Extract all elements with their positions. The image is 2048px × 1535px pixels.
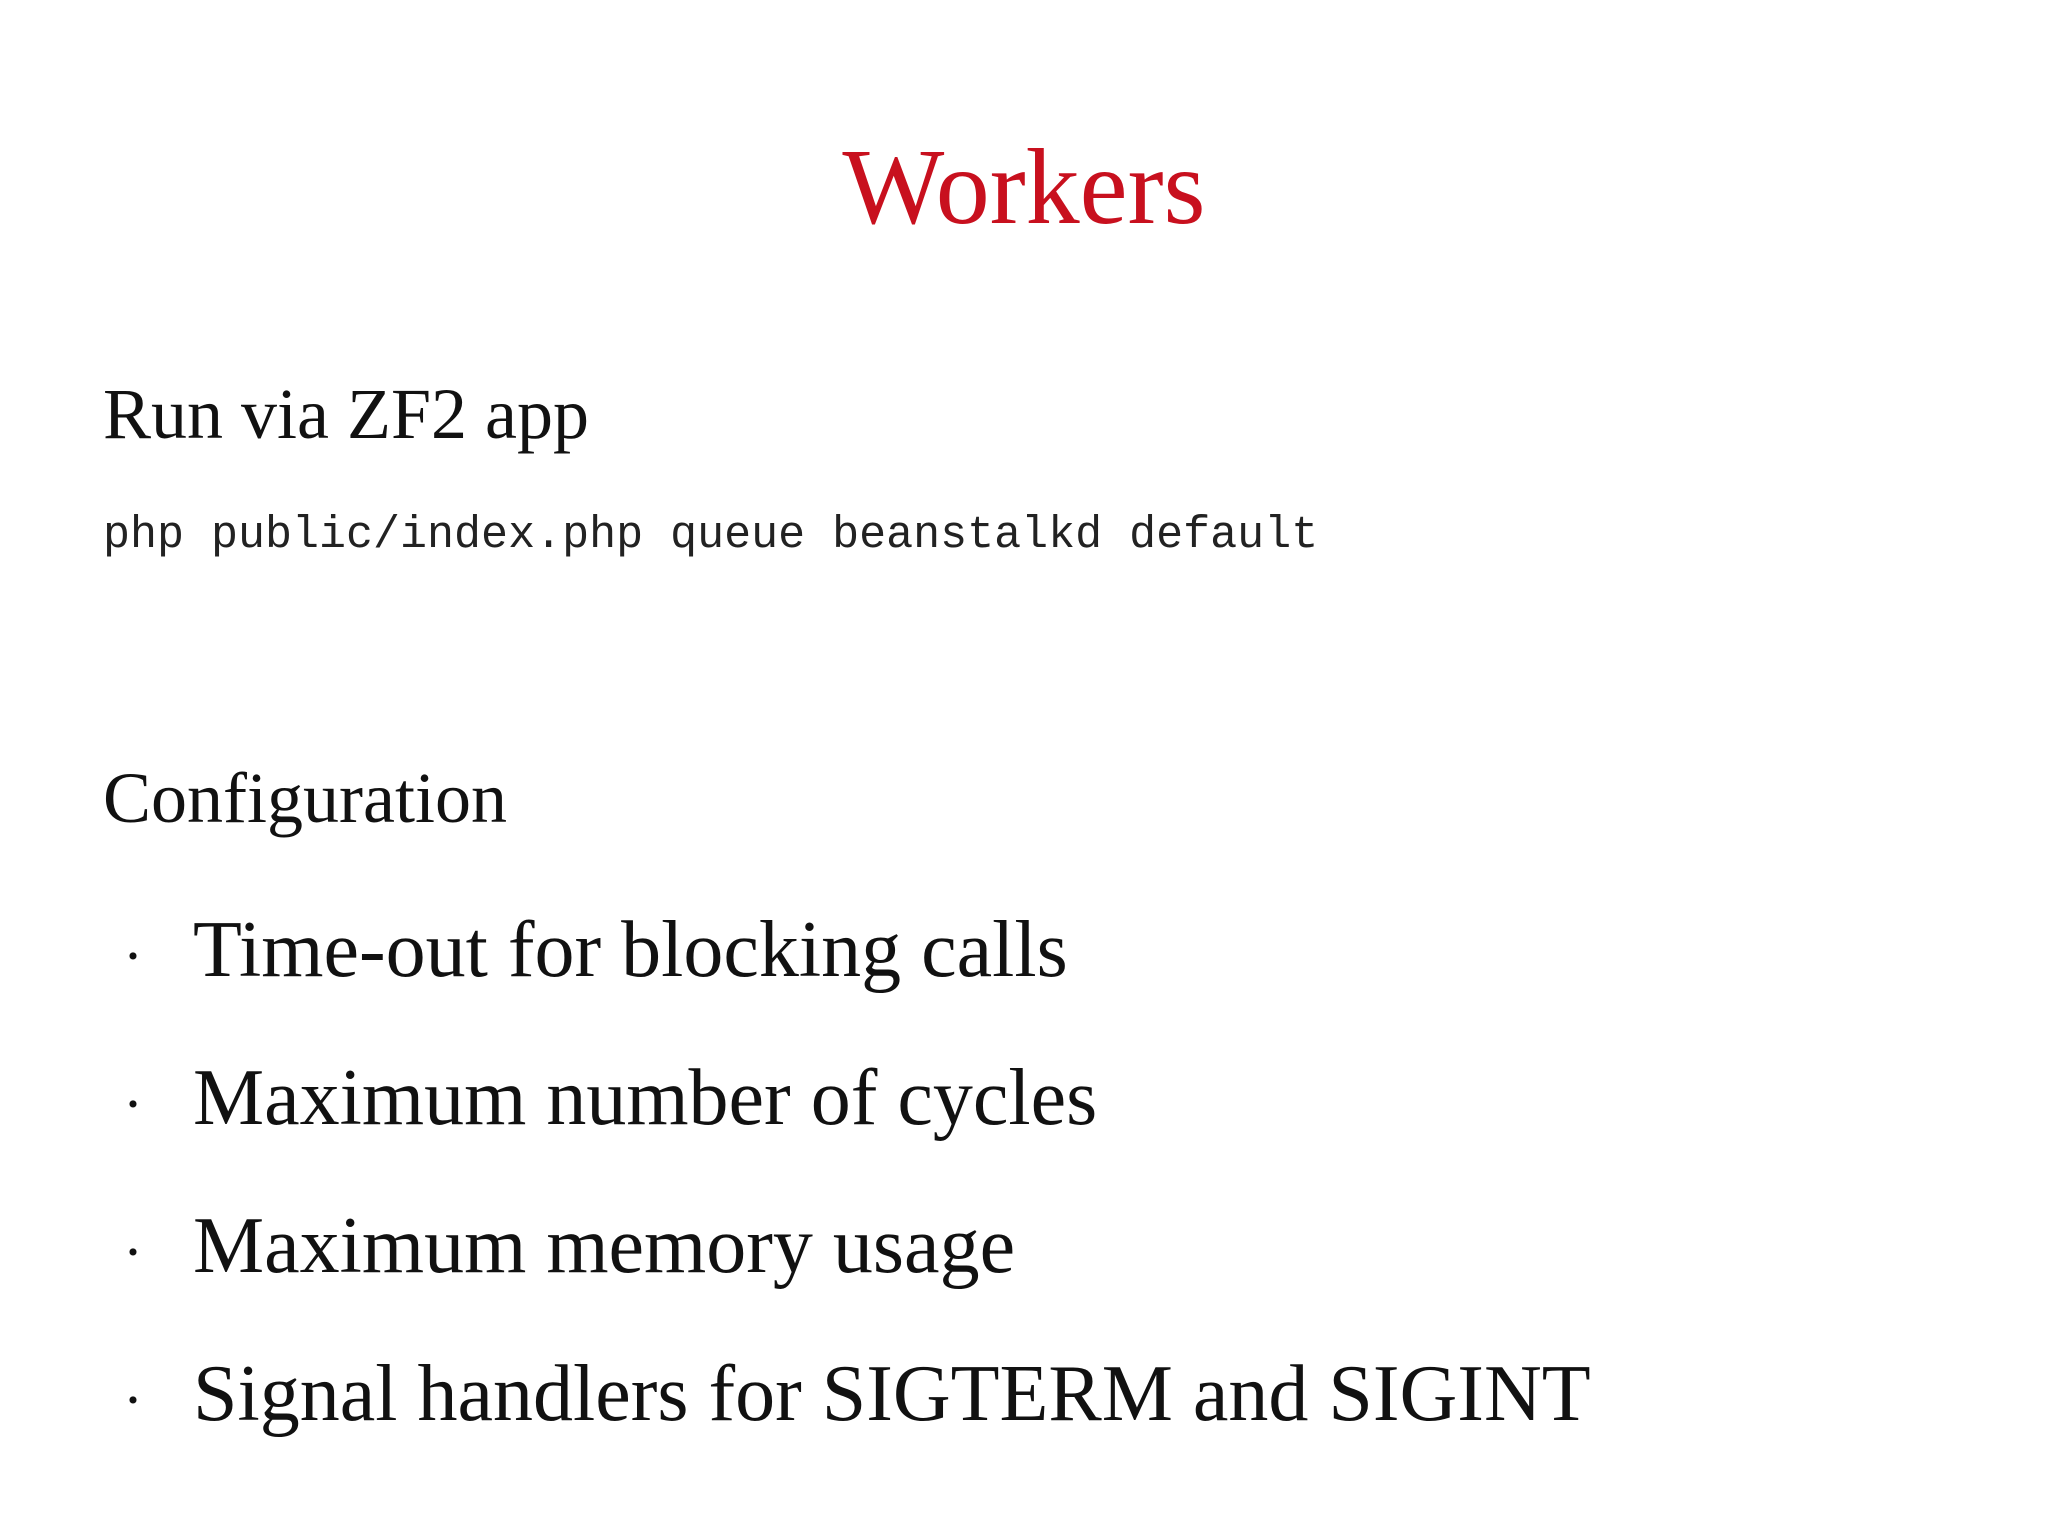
bullet-icon: ·	[123, 1219, 143, 1285]
list-item-label: Maximum memory usage	[193, 1202, 1016, 1290]
list-item	[103, 1048, 1591, 1196]
command-code: php public/index.php queue beanstalkd default	[103, 510, 1319, 561]
configuration-heading: Configuration	[103, 758, 507, 838]
list-item-label: Signal handlers for SIGTERM and SIGINT	[193, 1350, 1591, 1438]
list-item-label: Time-out for blocking calls	[193, 906, 1068, 994]
slide-title: Workers	[842, 128, 1206, 247]
run-heading: Run via ZF2 app	[103, 374, 589, 454]
configuration-list	[103, 900, 1591, 1492]
bullet-icon: ·	[123, 923, 143, 989]
bullet-icon: ·	[123, 1367, 143, 1433]
list-item	[103, 1344, 1591, 1492]
list-item-label: Maximum number of cycles	[193, 1054, 1098, 1142]
bullet-icon: ·	[123, 1071, 143, 1137]
list-item	[103, 1196, 1591, 1344]
list-item	[103, 900, 1591, 1048]
